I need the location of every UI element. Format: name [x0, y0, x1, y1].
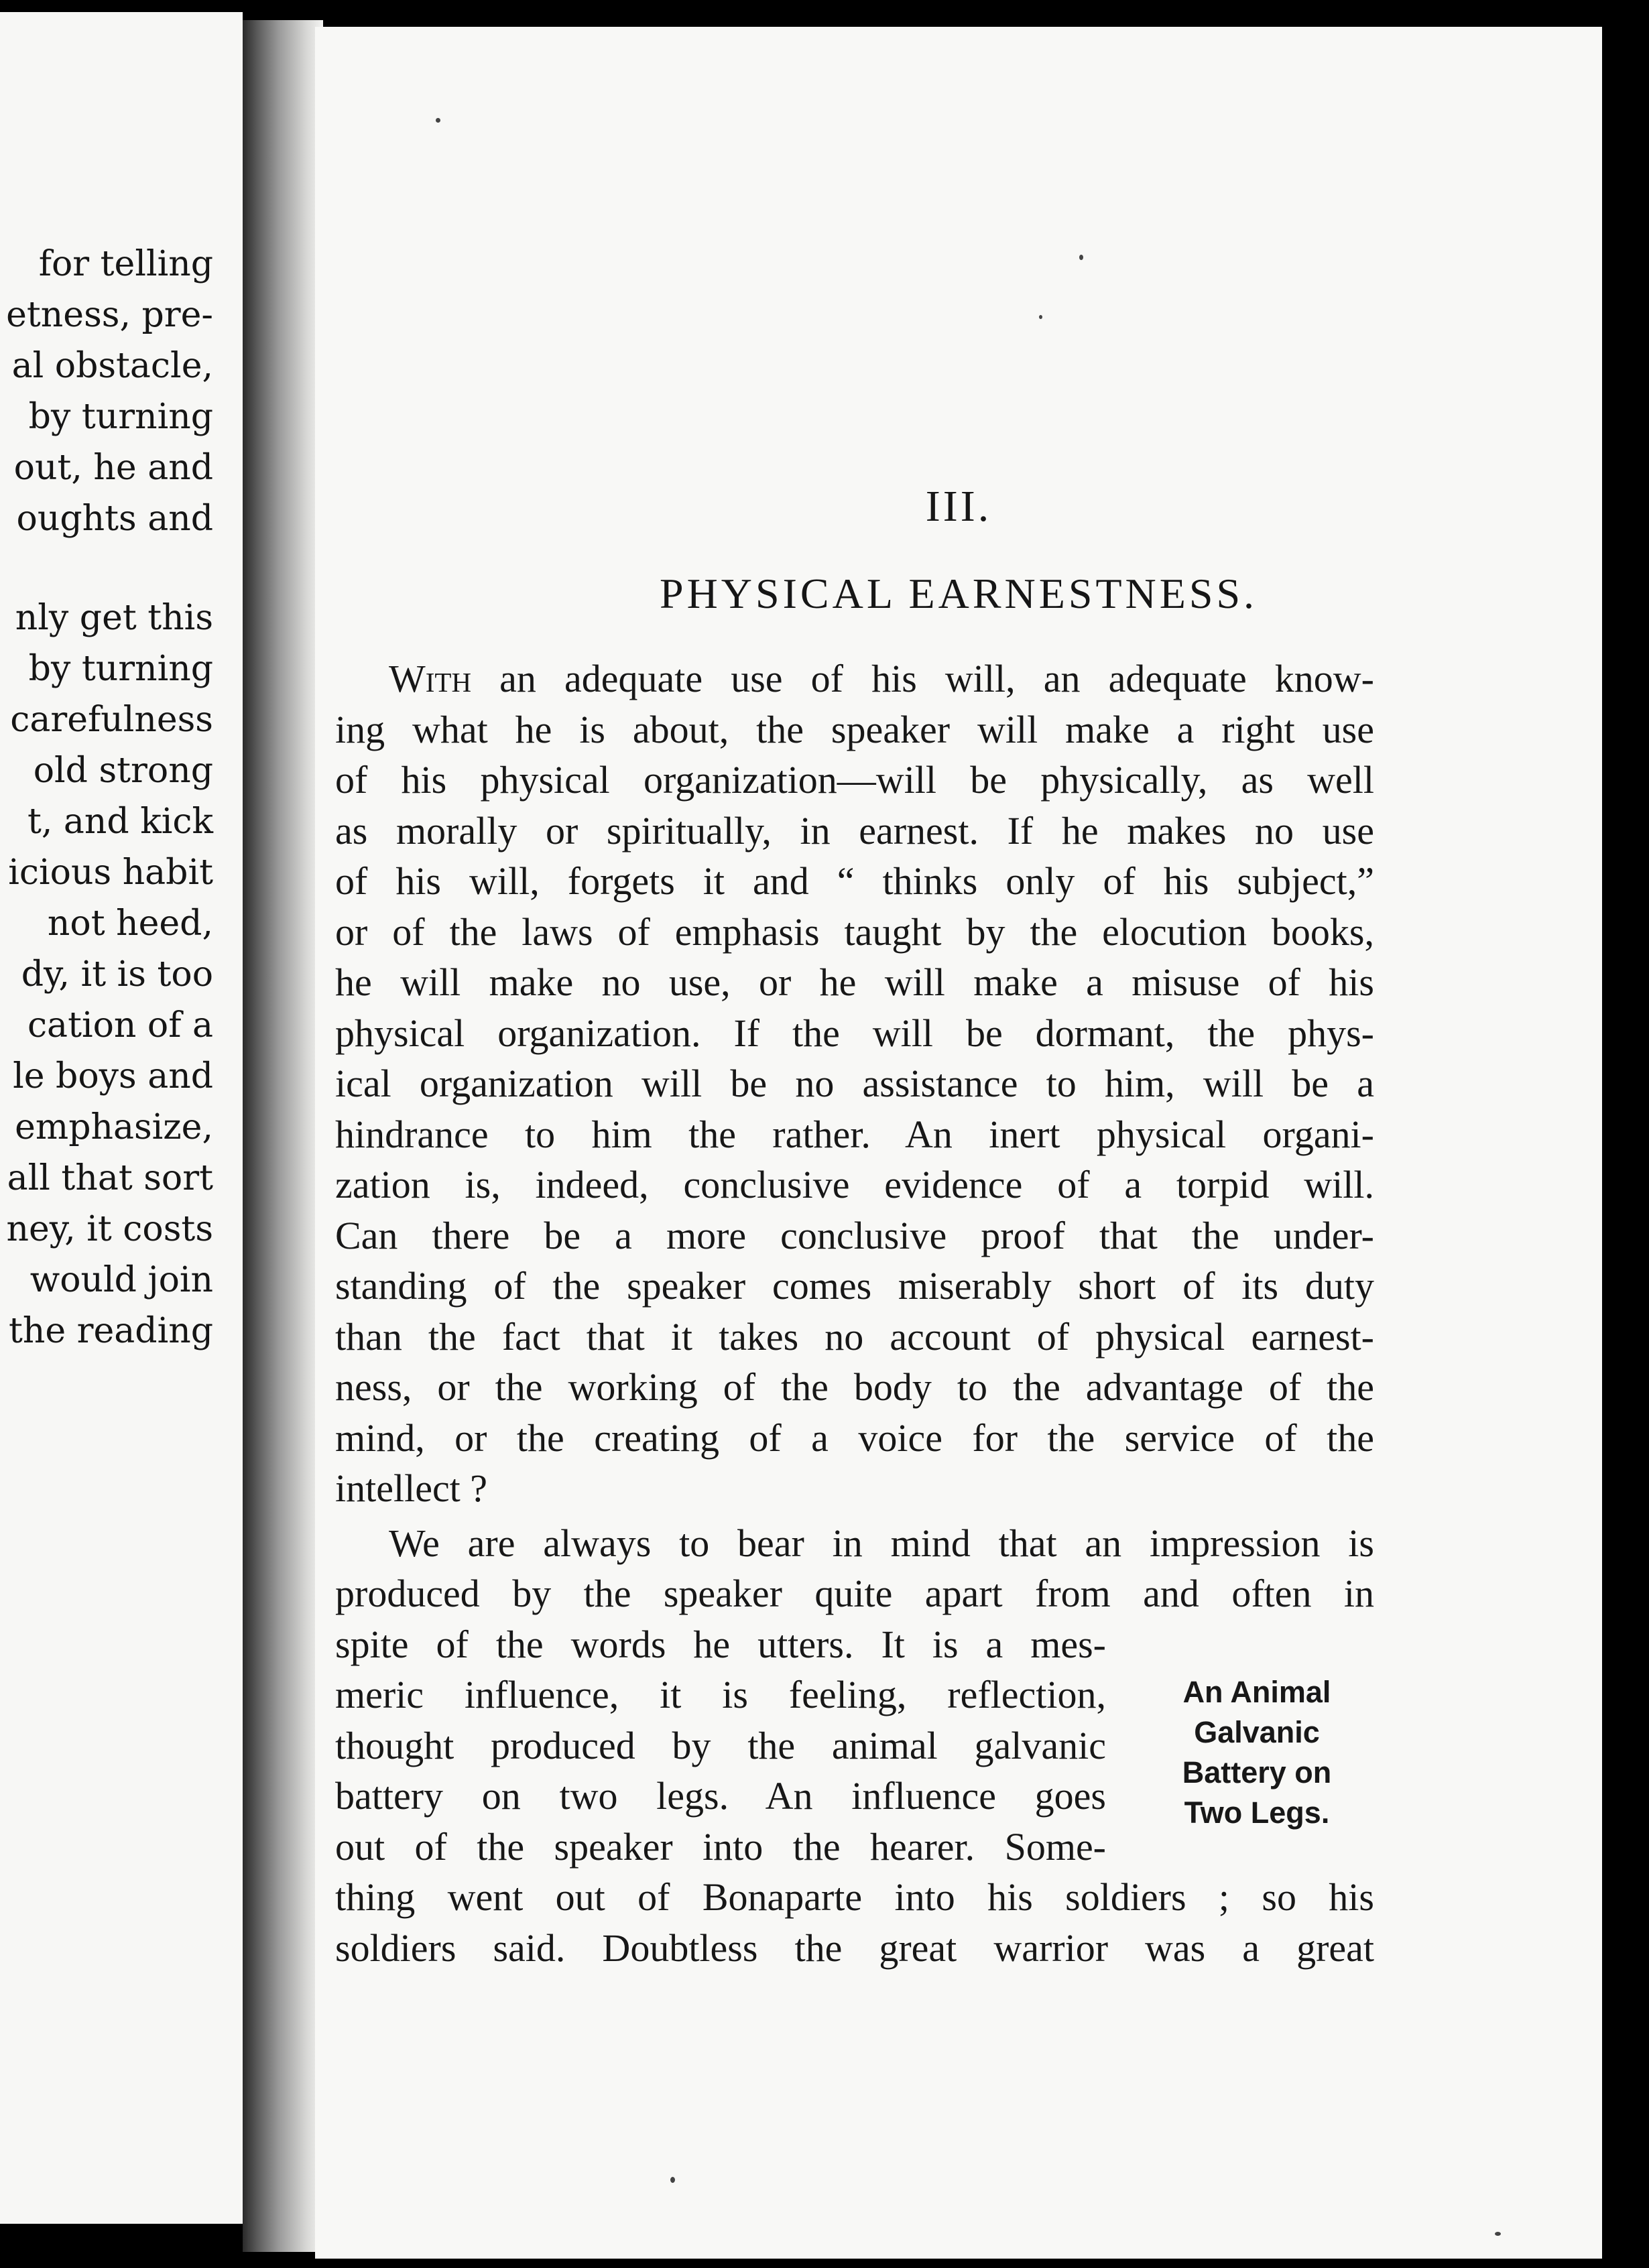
speck — [1039, 315, 1042, 319]
speck — [436, 118, 440, 123]
facing-page-line: ney, it costs — [6, 1209, 213, 1249]
text-line: thing went out of Bonaparte into his soldiers ; so his — [335, 1875, 1374, 1919]
facing-page-line: emphasize, — [15, 1107, 213, 1147]
facing-page-line: out, he and — [13, 448, 213, 488]
facing-page-line: cation of a — [27, 1005, 213, 1046]
marginal-note-line: An Animal — [1182, 1675, 1331, 1709]
facing-page — [0, 12, 243, 2224]
text-line: meric influence, it is feeling, reflection, — [335, 1673, 1106, 1716]
facing-page-line: for telling — [38, 244, 213, 284]
text-line: We are always to bear in mind that an impression is — [389, 1521, 1374, 1565]
text-line: battery on two legs. An influence goes — [335, 1774, 1106, 1818]
text-line: hindrance to him the rather. An inert physical organi- — [335, 1112, 1374, 1156]
text-line: ing what he is about, the speaker will make a right use — [335, 707, 1374, 751]
text-line: out of the speaker into the hearer. Some- — [335, 1824, 1106, 1869]
page — [315, 27, 1602, 2259]
facing-page-line: carefulness — [10, 700, 213, 740]
speck — [1079, 255, 1083, 260]
first-line-rest: an adequate use of his will, an adequate know- — [471, 657, 1374, 700]
text-line: mind, or the creating of a voice for the service of the — [335, 1415, 1374, 1460]
facing-page-line: all that sort — [7, 1158, 213, 1198]
text-line: intellect ? — [335, 1466, 488, 1510]
text-line: zation is, indeed, conclusive evidence of a torpid will. — [335, 1163, 1374, 1206]
facing-page-line: etness, pre- — [6, 295, 213, 335]
text-line: of his physical organization—will be physically, as well — [335, 758, 1374, 802]
paragraph-1-first-line — [335, 653, 1374, 704]
text-line: soldiers said. Doubtless the great warrior was a great — [335, 1926, 1374, 1970]
marginal-note-line: Battery on — [1182, 1755, 1332, 1789]
book-gutter-shadow — [243, 20, 323, 2252]
speck — [670, 2177, 675, 2183]
paragraph-1 — [335, 704, 1374, 1514]
facing-page-line: nly get this — [15, 598, 213, 638]
facing-page-line: old strong — [33, 751, 213, 791]
text-line: ical organization will be no assistance to him, will be a — [335, 1062, 1374, 1105]
text-line: of his will, forgets it and “ thinks only of his subject,” — [335, 859, 1374, 903]
chapter-number: III. — [925, 482, 992, 531]
marginal-note — [1129, 1672, 1384, 1833]
text-line: he will make no use, or he will make a misuse of his — [335, 960, 1374, 1004]
text-line: spite of the words he utters. It is a mes- — [335, 1622, 1106, 1666]
text-line: than the fact that it takes no account of physical earnest- — [335, 1314, 1374, 1359]
facing-page-line: icious habit — [8, 853, 213, 893]
text-line: physical organization. If the will be dormant, the phys- — [335, 1011, 1374, 1055]
facing-page-line: dy, it is too — [21, 954, 213, 995]
text-line: thought produced by the animal galvanic — [335, 1723, 1106, 1767]
text-line: standing of the speaker comes miserably short of its duty — [335, 1264, 1374, 1308]
facing-page-line: the reading — [8, 1311, 213, 1351]
text-line: Can there be a more conclusive proof that the under- — [335, 1213, 1374, 1257]
facing-page-line: oughts and — [16, 499, 213, 539]
facing-page-line: not heed, — [47, 903, 213, 944]
speck — [1495, 2232, 1501, 2236]
text-line: produced by the speaker quite apart from and often in — [335, 1572, 1374, 1615]
facing-page-line: t, and kick — [27, 802, 213, 842]
facing-page-line: by turning — [28, 397, 213, 437]
facing-page-line: al obstacle, — [11, 346, 213, 386]
facing-page-line: would join — [29, 1260, 213, 1300]
facing-page-line: by turning — [28, 649, 213, 689]
marginal-note-line: Galvanic — [1194, 1715, 1320, 1749]
text-line: ness, or the working of the body to the advantage of the — [335, 1365, 1374, 1409]
text-line: or of the laws of emphasis taught by the elocution books, — [335, 909, 1374, 954]
text-line: as morally or spiritually, in earnest. If he makes no use — [335, 808, 1374, 853]
facing-page-line: le boys and — [13, 1056, 213, 1096]
marginal-note-line: Two Legs. — [1184, 1796, 1330, 1830]
chapter-title: PHYSICAL EARNESTNESS. — [659, 570, 1258, 617]
drop-word: With — [389, 657, 472, 700]
